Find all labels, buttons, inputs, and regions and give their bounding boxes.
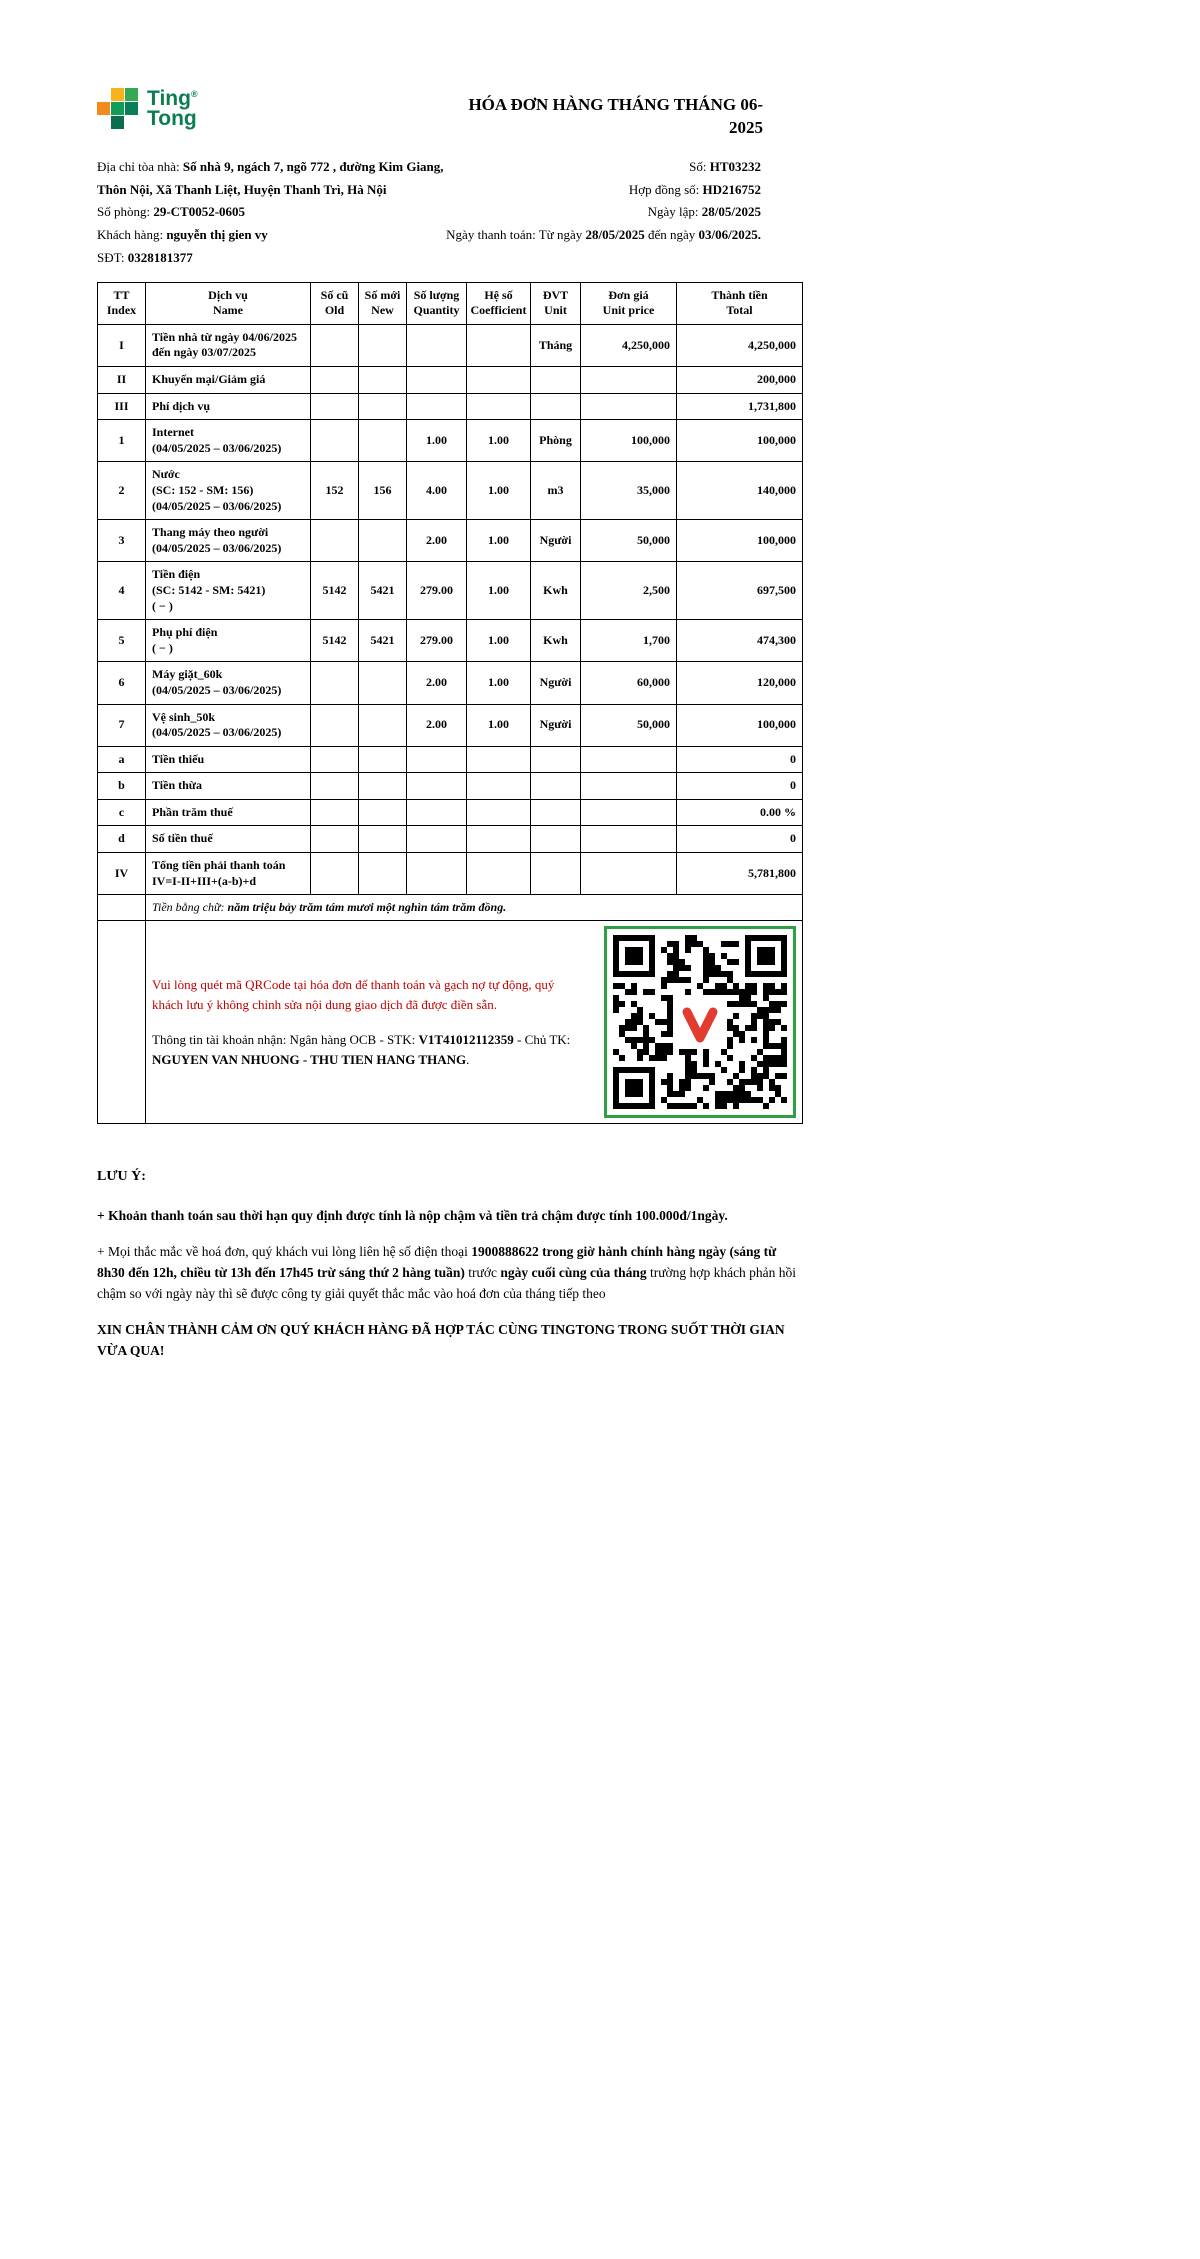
col-header-tt: TT Index [98,282,146,324]
cell-price [581,746,677,773]
logo-word-ting: Ting [147,86,191,110]
room-line [97,201,446,224]
cell-unit [531,367,581,394]
cell-tt: 2 [98,462,146,520]
cell-total: 100,000 [677,420,803,462]
hotline-note [97,1242,803,1305]
text-part: đến ngày [644,227,699,243]
cell-coef: 1.00 [467,562,531,620]
tingtong-logo [97,88,198,129]
cell-tt: a [98,746,146,773]
cell-new [359,420,407,462]
cell-unit [531,393,581,420]
cell-old [311,420,359,462]
cell-total: 1,731,800 [677,393,803,420]
cell-qty [407,393,467,420]
issue-date-label: Ngày lập: [647,204,702,220]
text-part: ngày cuối cùng của tháng [500,1264,647,1280]
cell-coef: 1.00 [467,462,531,520]
phone-value: 0328181377 [127,249,193,265]
cell-coef: 1.00 [467,420,531,462]
cell-qty: 2.00 [407,662,467,704]
logo-pixel [125,102,138,115]
cell-price [581,773,677,800]
cell-price [581,853,677,895]
amount-in-words-value: năm triệu bảy trăm tám mươi một nghìn tám trăm đồng. [227,900,507,915]
cell-qty [407,746,467,773]
late-payment-note: + Khoản thanh toán sau thời hạn quy định được tính là nộp chậm và tiền trả chậm được tính 100.000đ/1ngày. [97,1207,728,1223]
cell-new [359,393,407,420]
cell-unit: Người [531,662,581,704]
cell-name: Phần trăm thuế [146,799,311,826]
logo-pixel [111,116,124,129]
text-part: V1T41012112359 [418,1032,514,1048]
cell-price: 35,000 [581,462,677,520]
col-header-coefficient: Hệ số Coefficient [467,282,531,324]
text-part: 1900888622 trong giờ hành chính hàng ngày (sáng từ 8h30 đến 12h, chiều từ 13h đến 17h45 trừ sáng thứ 2 hàng tuần) [97,1243,777,1280]
issue-date-value: 28/05/2025 [701,204,761,220]
customer-line [97,224,446,247]
cell-old [311,773,359,800]
logo-pixel [97,88,110,101]
room-label: Số phòng: [97,204,154,220]
cell-qty [407,826,467,853]
cell-old: 5142 [311,620,359,662]
cell-unit [531,826,581,853]
text-part: 03/06/2025. [698,227,761,243]
table-row [98,324,803,366]
cell-unit: Phòng [531,420,581,462]
customer-value: nguyễn thị gien vy [166,227,268,243]
cell-total: 697,500 [677,562,803,620]
cell-name: Khuyến mại/Giảm giá [146,367,311,394]
table-row [98,393,803,420]
cell-tt: d [98,826,146,853]
cell-tt: III [98,393,146,420]
cell-tt: c [98,799,146,826]
cell-qty [407,324,467,366]
cell-old [311,662,359,704]
invoice-page [97,0,803,1361]
cell-old [311,799,359,826]
table-row [98,420,803,462]
empty-cell [98,895,146,921]
cell-total: 0 [677,746,803,773]
cell-old: 5142 [311,562,359,620]
cell-qty [407,773,467,800]
cell-total: 4,250,000 [677,324,803,366]
cell-name: Internet (04/05/2025 – 03/06/2025) [146,420,311,462]
cell-total: 200,000 [677,367,803,394]
cell-coef [467,367,531,394]
building-info [97,156,446,270]
cell-unit [531,746,581,773]
cell-new [359,662,407,704]
cell-name: Phí dịch vụ [146,393,311,420]
cell-name: Tiền thiếu [146,746,311,773]
cell-new [359,773,407,800]
cell-coef [467,746,531,773]
table-row [98,704,803,746]
cell-coef [467,826,531,853]
qr-code [604,926,796,1118]
notes-heading: LƯU Ý: [97,1169,146,1185]
invoice-number-value: HT03232 [709,158,761,174]
col-header-unit-price: Đơn giá Unit price [581,282,677,324]
cell-name: Tiền nhà từ ngày 04/06/2025 đến ngày 03/07/2025 [146,324,311,366]
cell-qty: 1.00 [407,420,467,462]
qr-code-image [613,935,787,1109]
table-row [98,799,803,826]
cell-name: Vệ sinh_50k (04/05/2025 – 03/06/2025) [146,704,311,746]
cell-price: 50,000 [581,520,677,562]
cell-total: 5,781,800 [677,853,803,895]
cell-qty: 2.00 [407,520,467,562]
cell-price: 2,500 [581,562,677,620]
invoice-info [97,156,803,270]
registered-mark: ® [190,88,198,99]
thank-you-note: XIN CHÂN THÀNH CẢM ƠN QUÝ KHÁCH HÀNG ĐÃ HỢP TÁC CÙNG TINGTONG TRONG SUỐT THỜI GIAN VỪA QUA! [97,1321,785,1358]
text-part: trước [464,1264,501,1280]
invoice-meta [446,156,803,270]
tingtong-logo-mark [97,88,138,129]
cell-old: 152 [311,462,359,520]
payment-date-line [446,224,761,247]
invoice-table-body [98,324,803,894]
amount-in-words [146,895,803,921]
cell-total: 0 [677,773,803,800]
cell-coef: 1.00 [467,620,531,662]
amount-in-words-label: Tiền bằng chữ: [152,900,228,915]
cell-old [311,324,359,366]
cell-qty: 279.00 [407,620,467,662]
table-row [98,562,803,620]
cell-coef: 1.00 [467,662,531,704]
cell-unit [531,799,581,826]
text-part: trường hợp khách phản hồi chậm so với ngày này thì sẽ được công ty giải quyết thắc mắc vào hoá đơn của tháng tiếp theo [97,1264,797,1301]
cell-unit: Người [531,704,581,746]
invoice-number-label: Số: [689,158,710,174]
logo-pixel [97,102,110,115]
logo-pixel [125,88,138,101]
cell-new [359,367,407,394]
cell-tt: 5 [98,620,146,662]
table-row [98,662,803,704]
table-row [98,367,803,394]
table-row [98,462,803,520]
table-row [98,520,803,562]
tingtong-logo-text [147,86,198,130]
cell-tt: 6 [98,662,146,704]
cell-new [359,520,407,562]
col-header-old: Số cũ Old [311,282,359,324]
issue-date-line [446,201,761,224]
cell-tt: 7 [98,704,146,746]
cell-coef: 1.00 [467,520,531,562]
cell-total: 120,000 [677,662,803,704]
text-part: Ngày thanh toán: Từ ngày [446,227,586,243]
cell-coef [467,773,531,800]
cell-tt: I [98,324,146,366]
qr-row [98,921,803,1124]
text-part: - Chủ TK: [513,1032,571,1048]
cell-old [311,367,359,394]
cell-qty [407,853,467,895]
text-part: NGUYEN VAN NHUONG - THU TIEN HANG THANG [152,1051,467,1067]
invoice-table-header [98,282,803,324]
col-header-new: Số mới New [359,282,407,324]
room-value: 29-CT0052-0605 [153,204,246,220]
cell-new [359,853,407,895]
cell-tt: b [98,773,146,800]
logo-pixel [111,102,124,115]
notes-section [97,1166,803,1361]
cell-qty: 2.00 [407,704,467,746]
text-part: + Mọi thắc mắc về hoá đơn, quý khách vui lòng liên hệ số điện thoại [97,1243,472,1259]
address-line [97,156,446,202]
invoice-table [97,282,803,1125]
table-row [98,746,803,773]
cell-new [359,746,407,773]
contract-label: Hợp đồng số: [628,181,703,197]
address-label: Địa chỉ tòa nhà: [97,158,183,174]
bank-account-info [152,1030,588,1069]
qr-instructions [152,975,604,1069]
table-row [98,773,803,800]
invoice-number-line [446,156,761,179]
cell-unit: Tháng [531,324,581,366]
cell-old [311,826,359,853]
cell-coef [467,853,531,895]
cell-unit [531,773,581,800]
page-title: HÓA ĐƠN HÀNG THÁNG THÁNG 06-2025 [468,95,763,137]
cell-new [359,324,407,366]
contract-value: HD216752 [702,181,761,197]
cell-price [581,826,677,853]
qr-section [146,921,803,1124]
cell-old [311,393,359,420]
cell-coef [467,799,531,826]
cell-new: 5421 [359,620,407,662]
cell-unit: m3 [531,462,581,520]
cell-qty: 4.00 [407,462,467,520]
cell-new [359,799,407,826]
cell-price: 1,700 [581,620,677,662]
logo-pixel [97,116,110,129]
table-row [98,826,803,853]
cell-price: 100,000 [581,420,677,462]
cell-coef [467,393,531,420]
cell-new: 5421 [359,562,407,620]
header [97,88,803,140]
cell-total: 0.00 % [677,799,803,826]
cell-total: 0 [677,826,803,853]
header-row [98,282,803,324]
text-part: . [466,1051,470,1067]
empty-cell [98,921,146,1124]
table-row [98,620,803,662]
cell-name: Tổng tiền phải thanh toán IV=I-II+III+(a-b)+d [146,853,311,895]
cell-old [311,704,359,746]
logo-pixel [111,88,124,101]
cell-old [311,746,359,773]
cell-price: 60,000 [581,662,677,704]
col-header-total: Thành tiền Total [677,282,803,324]
col-header-service: Dịch vụ Name [146,282,311,324]
cell-tt: II [98,367,146,394]
cell-total: 474,300 [677,620,803,662]
cell-old [311,520,359,562]
logo-word-tong: Tong [147,106,197,130]
cell-total: 140,000 [677,462,803,520]
cell-name: Phụ phí điện ( − ) [146,620,311,662]
cell-total: 100,000 [677,520,803,562]
cell-price [581,367,677,394]
cell-new [359,704,407,746]
cell-total: 100,000 [677,704,803,746]
text-part: Thông tin tài khoản nhận: Ngân hàng OCB - STK: [152,1032,419,1048]
text-part: 28/05/2025 [585,227,645,243]
cell-name: Tiền điện (SC: 5142 - SM: 5421) ( − ) [146,562,311,620]
cell-coef: 1.00 [467,704,531,746]
cell-coef [467,324,531,366]
cell-tt: 1 [98,420,146,462]
cell-name: Tiền thừa [146,773,311,800]
address-value: Số nhà 9, ngách 7, ngõ 772 , đường Kim Giang, Thôn Nội, Xã Thanh Liệt, Huyện Thanh Trì, Hà Nội [97,158,444,197]
invoice-table-extra [98,895,803,1124]
cell-tt: 3 [98,520,146,562]
qr-payment-notice: Vui lòng quét mã QRCode tại hóa đơn để thanh toán và gạch nợ tự động, quý khách lưu ý không chỉnh sửa nội dung giao dịch đã được điền sẵn. [152,977,555,1012]
cell-name: Máy giặt_60k (04/05/2025 – 03/06/2025) [146,662,311,704]
cell-new: 156 [359,462,407,520]
cell-name: Thang máy theo người (04/05/2025 – 03/06/2025) [146,520,311,562]
cell-tt: 4 [98,562,146,620]
cell-qty [407,367,467,394]
cell-price: 4,250,000 [581,324,677,366]
contract-line [446,179,761,202]
cell-unit: Người [531,520,581,562]
cell-new [359,826,407,853]
cell-price [581,393,677,420]
cell-price: 50,000 [581,704,677,746]
customer-label: Khách hàng: [97,227,167,243]
amount-in-words-row [98,895,803,921]
logo-pixel [125,116,138,129]
cell-unit: Kwh [531,562,581,620]
cell-old [311,853,359,895]
cell-price [581,799,677,826]
cell-name: Số tiền thuế [146,826,311,853]
phone-label: SĐT: [97,249,128,265]
cell-unit: Kwh [531,620,581,662]
cell-tt: IV [98,853,146,895]
cell-name: Nước (SC: 152 - SM: 156) (04/05/2025 – 03/06/2025) [146,462,311,520]
phone-line [97,247,446,270]
cell-unit [531,853,581,895]
col-header-quantity: Số lượng Quantity [407,282,467,324]
col-header-unit: ĐVT Unit [531,282,581,324]
cell-qty: 279.00 [407,562,467,620]
table-row [98,853,803,895]
cell-qty [407,799,467,826]
